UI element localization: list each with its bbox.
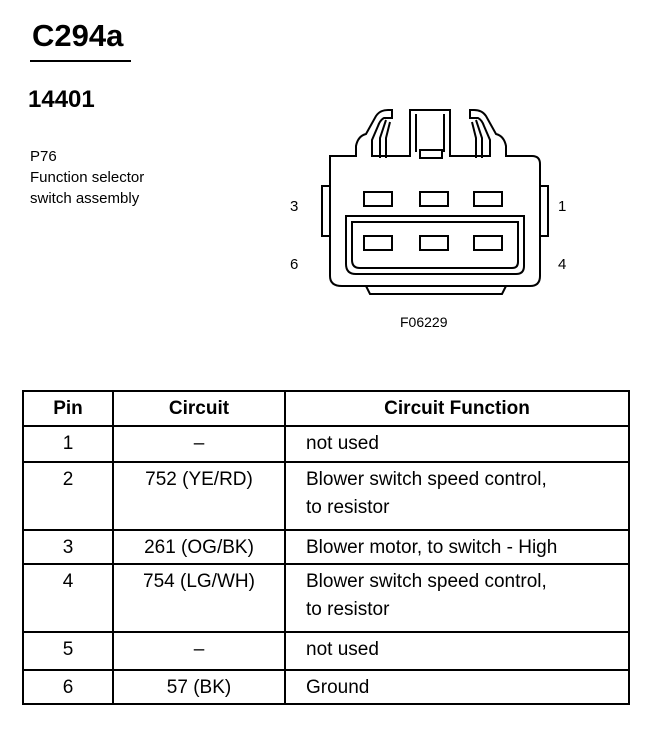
connector-face-drawing — [316, 106, 556, 296]
circuit-cell: – — [113, 632, 285, 670]
function-cell — [285, 530, 629, 564]
component-description-line2: switch assembly — [30, 190, 140, 207]
pin-cell: 2 — [23, 462, 113, 530]
function-cell — [285, 462, 629, 530]
function-line: Blower switch speed control, — [306, 469, 547, 490]
pin-label-4: 4 — [558, 256, 567, 273]
function-cell — [285, 426, 629, 462]
function-line: to resistor — [306, 497, 390, 518]
connector-id: C294a — [32, 18, 124, 53]
figure-code: F06229 — [400, 314, 448, 330]
pin-cell: 6 — [23, 670, 113, 704]
function-line: Ground — [306, 677, 370, 698]
function-cell — [285, 632, 629, 670]
pin-label-6: 6 — [290, 256, 299, 273]
circuit-cell: – — [113, 426, 285, 462]
part-number: 14401 — [28, 86, 95, 113]
connector-id-underline — [30, 60, 131, 62]
function-line: not used — [306, 639, 379, 660]
component-description-line1: Function selector — [30, 169, 145, 186]
header-circuit: Circuit — [113, 391, 285, 426]
pin-cell: 5 — [23, 632, 113, 670]
table-row — [23, 670, 629, 704]
function-line: Blower switch speed control, — [306, 571, 547, 592]
table-row — [23, 632, 629, 670]
header-pin: Pin — [23, 391, 113, 426]
pin-cell: 3 — [23, 530, 113, 564]
pin-table — [22, 390, 630, 705]
table-row — [23, 426, 629, 462]
pin-cell: 1 — [23, 426, 113, 462]
pin-label-1: 1 — [558, 198, 567, 215]
table-row — [23, 462, 629, 530]
function-line: Blower motor, to switch - High — [306, 537, 558, 558]
table-header-row — [23, 391, 629, 426]
table-row — [23, 564, 629, 632]
location-code: P76 — [30, 148, 57, 165]
circuit-cell: 261 (OG/BK) — [113, 530, 285, 564]
pin-label-3: 3 — [290, 198, 299, 215]
circuit-cell: 754 (LG/WH) — [113, 564, 285, 632]
table-row — [23, 530, 629, 564]
function-line: not used — [306, 433, 379, 454]
circuit-cell: 57 (BK) — [113, 670, 285, 704]
function-cell — [285, 564, 629, 632]
circuit-cell: 752 (YE/RD) — [113, 462, 285, 530]
pin-cell: 4 — [23, 564, 113, 632]
function-cell — [285, 670, 629, 704]
function-line: to resistor — [306, 599, 390, 620]
header-circuit-function: Circuit Function — [285, 391, 629, 426]
